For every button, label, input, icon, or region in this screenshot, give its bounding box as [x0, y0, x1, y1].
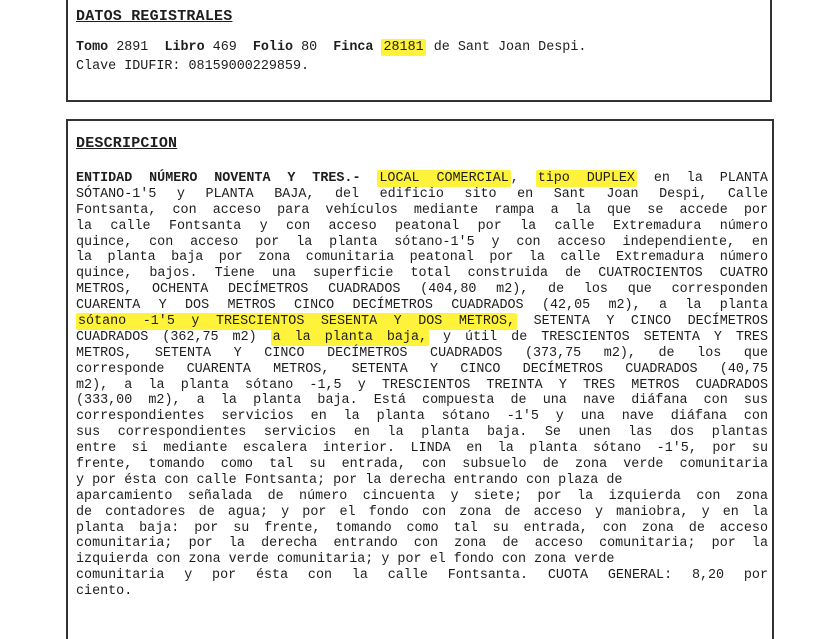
description-text: LOCAL COMERCIAL [379, 171, 509, 186]
description-text: comunitaria; por la derecha entrando con zona de acceso comunitaria; por la [76, 536, 768, 552]
description-line [76, 235, 768, 251]
description-text: , [510, 171, 536, 186]
description-text: aparcamiento señalada de número cincuenta y siete; por la izquierda con zona [76, 488, 768, 504]
description-line [76, 171, 768, 187]
description-text: SÓTANO-1'5 y PLANTA BAJA, del edificio sito en Sant Joan Despi, Calle [76, 186, 768, 202]
description-text: quince, con acceso por la planta sótano-1'5 y con acceso independiente, en [76, 234, 768, 250]
description-line [76, 219, 768, 235]
description-line [76, 425, 768, 441]
description-line [76, 536, 768, 552]
description-text: entre si mediante escalera interior. LINDA en la planta sótano -1'5, por su [76, 441, 768, 457]
registry-line [76, 40, 586, 56]
description-line [76, 250, 768, 266]
description-text: METROS, SETENTA Y CINCO DECÍMETROS CUADRADOS (373,75 m2), de los que [76, 345, 768, 361]
description-line [76, 521, 768, 537]
registry-heading: DATOS REGISTRALES [76, 8, 233, 25]
description-line [76, 393, 768, 409]
description-line [76, 362, 768, 378]
description-text: ENTIDAD NÚMERO NOVENTA Y TRES.- [76, 171, 378, 186]
description-line [76, 473, 768, 489]
description-text: la planta baja por zona comunitaria peatonal por la calle Extremadura número [76, 250, 768, 266]
description-text: correspondientes servicios en la planta sótano -1'5 y una nave diáfana con [76, 409, 768, 425]
description-text: Fontsanta, con acceso para vehículos mediante rampa a la que se accede por [76, 202, 768, 218]
description-line [76, 187, 768, 203]
description-text: y útil de TRESCIENTOS SETENTA Y TRES [429, 329, 768, 345]
description-line [76, 346, 768, 362]
libro-value: 469 [212, 40, 237, 55]
description-line [76, 314, 768, 330]
description-text: corresponde CUARENTA METROS, SETENTA Y CINCO DECÍMETROS CUADRADOS (40,75 [76, 361, 768, 377]
finca-value: 28181 [383, 40, 424, 55]
description-text: izquierda con zona verde comunitaria; y por el fondo con zona verde [76, 552, 615, 568]
tomo-value: 2891 [116, 40, 149, 55]
description-text: CUADRADOS (362,75 m2) [76, 329, 271, 345]
description-line [76, 282, 768, 298]
description-text: la calle Fontsanta y con acceso peatonal por la calle Extremadura número [76, 218, 768, 234]
description-text: frente, tomando como tal su entrada, con subsuelo de zona verde comunitaria [76, 457, 768, 473]
clave-idufir: Clave IDUFIR: 08159000229859. [76, 59, 310, 74]
description-line [76, 409, 768, 425]
description-text: a la planta baja, [272, 329, 428, 345]
location-text: de Sant Joan Despi. [433, 40, 587, 55]
tomo-label: Tomo [76, 40, 109, 55]
description-text: tipo DUPLEX [537, 171, 635, 186]
description-line [76, 330, 768, 346]
description-text: planta baja: por su frente, tomando como tal su entrada, con zona de acceso [76, 520, 768, 536]
description-text: (333,00 m2), a la planta baja. Está compuesta de una nave diáfana con sus [76, 393, 768, 409]
description-line [76, 266, 768, 282]
description-text: de contadores de agua; y por el fondo con zona de acceso y maniobra, y en la [76, 504, 768, 520]
finca-label: Finca [333, 40, 374, 55]
description-line [76, 568, 768, 584]
description-line [76, 489, 768, 505]
description-text: comunitaria y por ésta con la calle Fontsanta. CUOTA GENERAL: 8,20 por [76, 568, 768, 584]
description-line [76, 505, 768, 521]
description-section [66, 119, 774, 639]
description-line [76, 378, 768, 394]
description-body [76, 171, 768, 600]
description-text: ciento. [76, 584, 133, 600]
description-line [76, 298, 768, 314]
description-line [76, 457, 768, 473]
description-heading: DESCRIPCION [76, 135, 178, 152]
description-line [76, 584, 768, 600]
description-text: SETENTA Y CINCO DECÍMETROS [517, 314, 768, 330]
description-line [76, 203, 768, 219]
registry-data-section [66, 0, 772, 102]
description-text: CUARENTA Y DOS METROS CINCO DECÍMETROS CUADRADOS (42,05 m2), a la planta [76, 298, 768, 314]
description-text: m2), a la planta sótano -1,5 y TRESCIENTOS TREINTA Y TRES METROS CUADRADOS [76, 377, 768, 393]
description-text: METROS, OCHENTA DECÍMETROS CUADRADOS (404,80 m2), de los que corresponden [76, 282, 768, 298]
description-text: sus correspondientes servicios en la planta baja. Se unen las dos plantas [76, 425, 768, 441]
libro-label: Libro [164, 40, 205, 55]
description-text: quince, bajos. Tiene una superficie total construida de CUATROCIENTOS CUATRO [76, 266, 768, 282]
description-text: y por ésta con calle Fontsanta; por la derecha entrando con plaza de [76, 472, 623, 488]
description-text: sótano -1'5 y TRESCIENTOS SESENTA Y DOS METROS, [78, 314, 516, 330]
folio-label: Folio [252, 40, 294, 55]
folio-value: 80 [301, 40, 318, 55]
description-text: en la PLANTA [636, 171, 768, 186]
description-line [76, 441, 768, 457]
description-line [76, 552, 768, 568]
